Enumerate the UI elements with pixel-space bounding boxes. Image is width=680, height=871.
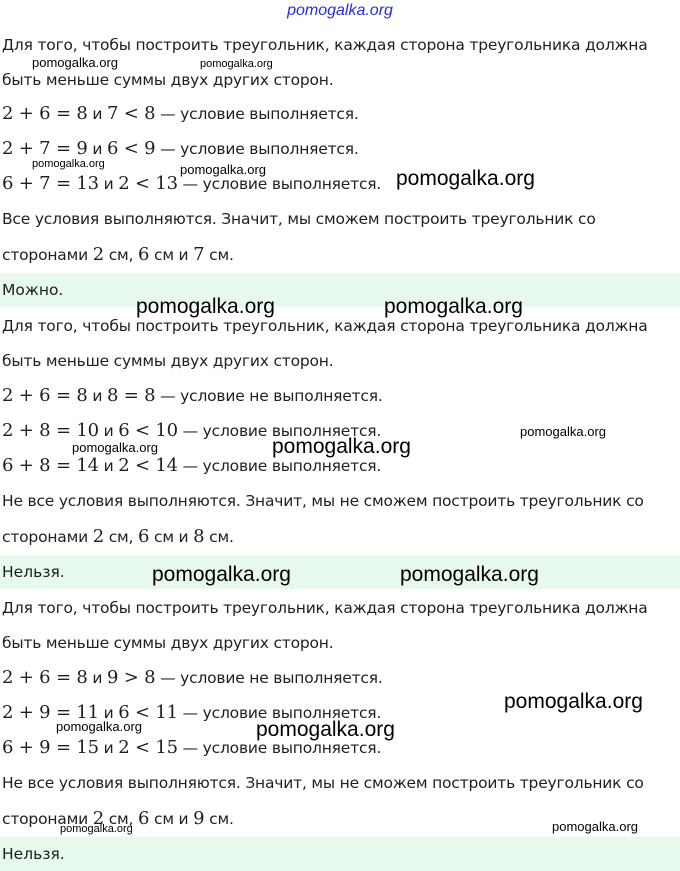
check-line — [2, 386, 383, 406]
side-value: 2 — [92, 526, 104, 547]
answer-box — [0, 273, 680, 307]
check-result: — условие не выполняется. — [160, 387, 383, 405]
answer-box — [0, 555, 680, 589]
watermark: pomogalka.org — [56, 719, 142, 734]
conclusion-line-2: сторонами 2 см, 6 см и 8 см. — [2, 526, 234, 547]
rule-line-2: быть меньше суммы двух других сторон. — [2, 352, 334, 370]
check-compare: 6 < 11 — [118, 702, 178, 723]
check-sum: 6 + 8 = 14 — [2, 455, 99, 476]
watermark: pomogalka.org — [32, 158, 105, 170]
side-unit: см — [209, 810, 229, 828]
conclusion-prefix: сторонами — [2, 246, 88, 264]
check-compare: 9 > 8 — [106, 667, 156, 688]
side-unit: см — [154, 810, 174, 828]
check-sum: 2 + 7 = 9 — [2, 138, 88, 159]
check-compare: 7 < 8 — [106, 103, 156, 124]
watermark: pomogalka.org — [180, 162, 266, 177]
side-value: 7 — [193, 244, 205, 265]
check-result: — условие выполняется. — [160, 140, 359, 158]
answer-text: Нельзя. — [2, 845, 65, 863]
check-compare: 2 < 15 — [118, 737, 178, 758]
check-conj: и — [103, 457, 114, 475]
check-result: — условие выполняется. — [182, 704, 382, 722]
check-line — [2, 668, 383, 688]
side-value: 6 — [138, 526, 150, 547]
check-sum: 2 + 6 = 8 — [2, 667, 88, 688]
check-sum: 2 + 6 = 8 — [2, 103, 88, 124]
check-line — [2, 174, 381, 194]
check-sum: 6 + 9 = 15 — [2, 737, 99, 758]
check-conj: и — [92, 105, 103, 123]
watermark: pomogalka.org — [32, 55, 118, 70]
rule-line-1: Для того, чтобы построить треугольник, каждая сторона треугольника должна — [2, 36, 648, 54]
check-conj: и — [103, 704, 114, 722]
side-unit: см — [154, 528, 174, 546]
side-value: 9 — [193, 808, 205, 829]
side-unit: см — [108, 810, 129, 828]
check-conj: и — [103, 422, 114, 440]
answer-text: Нельзя. — [2, 563, 65, 581]
site-header-link[interactable]: pomogalka.org — [287, 2, 393, 19]
check-compare: 6 < 9 — [106, 138, 156, 159]
check-line — [2, 139, 359, 159]
check-conj: и — [92, 140, 103, 158]
check-line — [2, 104, 359, 124]
watermark: pomogalka.org — [552, 819, 638, 834]
conclusion-line-2: сторонами 2 см, 6 см и 9 см. — [2, 808, 234, 829]
watermark: pomogalka.org — [152, 563, 291, 586]
side-value: 6 — [138, 244, 150, 265]
watermark: pomogalka.org — [396, 167, 535, 190]
watermark: pomogalka.org — [256, 718, 395, 741]
check-compare: 2 < 14 — [118, 455, 178, 476]
conclusion-prefix: сторонами — [2, 528, 88, 546]
watermark: pomogalka.org — [520, 424, 606, 439]
side-unit: см — [209, 246, 229, 264]
watermark: pomogalka.org — [504, 690, 643, 713]
side-value: 2 — [92, 808, 104, 829]
watermark: pomogalka.org — [136, 295, 275, 318]
check-result: — условие выполняется. — [182, 739, 382, 757]
side-value: 2 — [92, 244, 104, 265]
rule-line-2: быть меньше суммы двух других сторон. — [2, 634, 334, 652]
check-conj: и — [92, 387, 103, 405]
rule-line-2: быть меньше суммы двух других сторон. — [2, 71, 334, 89]
check-compare: 8 = 8 — [106, 385, 156, 406]
answer-box — [0, 837, 680, 871]
check-result: — условие выполняется. — [182, 175, 382, 193]
check-conj: и — [103, 175, 114, 193]
check-conj: и — [92, 669, 103, 687]
side-unit: см — [209, 528, 229, 546]
check-compare: 6 < 10 — [118, 420, 178, 441]
check-conj: и — [103, 739, 114, 757]
check-result: — условие выполняется. — [182, 422, 382, 440]
check-line — [2, 456, 381, 476]
watermark: pomogalka.org — [400, 563, 539, 586]
check-sum: 6 + 7 = 13 — [2, 173, 99, 194]
conclusion-line-1: Все условия выполняются. Значит, мы сможем построить треугольник со — [2, 210, 596, 228]
watermark: pomogalka.org — [72, 440, 158, 455]
check-result: — условие выполняется. — [160, 105, 359, 123]
rule-line-1: Для того, чтобы построить треугольник, каждая сторона треугольника должна — [2, 599, 648, 617]
side-unit: см — [154, 246, 174, 264]
rule-line-1: Для того, чтобы построить треугольник, каждая сторона треугольника должна — [2, 317, 648, 335]
check-sum: 2 + 8 = 10 — [2, 420, 99, 441]
watermark: pomogalka.org — [272, 435, 411, 458]
conclusion-line-1: Не все условия выполняются. Значит, мы не сможем построить треугольник со — [2, 774, 644, 792]
watermark: pomogalka.org — [384, 295, 523, 318]
side-unit: см — [108, 246, 129, 264]
side-value: 6 — [138, 808, 150, 829]
answer-text: Можно. — [2, 281, 64, 299]
watermark: pomogalka.org — [200, 58, 273, 70]
check-result: — условие не выполняется. — [160, 669, 383, 687]
watermark: pomogalka.org — [60, 823, 133, 835]
check-compare: 2 < 13 — [118, 173, 178, 194]
side-value: 8 — [193, 526, 205, 547]
conclusion-prefix: сторонами — [2, 810, 88, 828]
conclusion-line-2: сторонами 2 см, 6 см и 7 см. — [2, 244, 234, 265]
conclusion-line-1: Не все условия выполняются. Значит, мы не сможем построить треугольник со — [2, 492, 644, 510]
check-sum: 2 + 6 = 8 — [2, 385, 88, 406]
check-result: — условие выполняется. — [182, 457, 382, 475]
side-unit: см — [108, 528, 129, 546]
check-sum: 2 + 9 = 11 — [2, 702, 99, 723]
